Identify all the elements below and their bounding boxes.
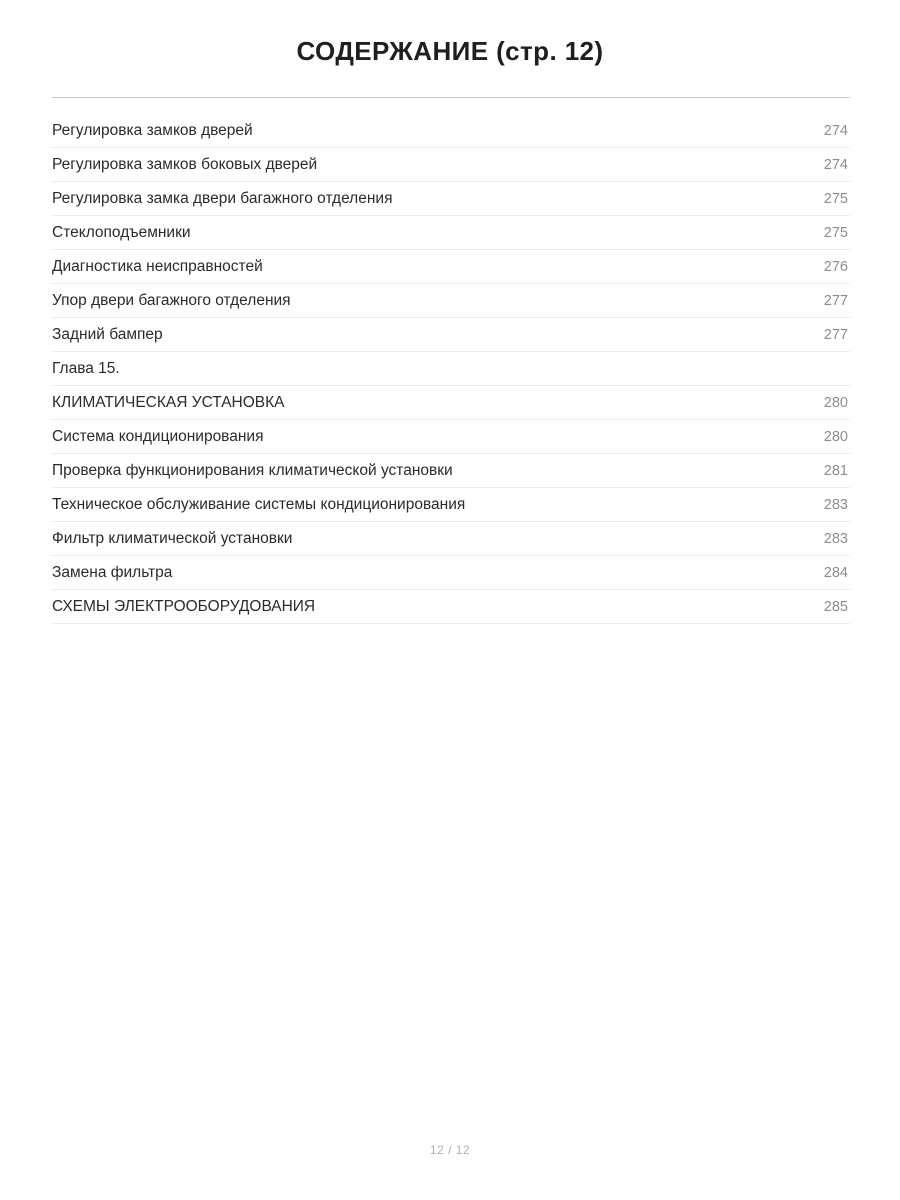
toc-entry-label: Система кондиционирования: [52, 428, 264, 445]
toc-entry-page-number: 274: [823, 157, 848, 173]
toc-entry-page-number: 275: [823, 225, 848, 241]
toc-entry-page-number: 280: [823, 395, 848, 411]
toc-row[interactable]: [52, 318, 850, 352]
toc-row[interactable]: [52, 556, 850, 590]
page-footer: 12 / 12: [429, 1143, 471, 1157]
toc-entry-page-number: 281: [823, 463, 848, 479]
toc-entry-label: Задний бампер: [52, 326, 163, 343]
toc-entry-page-number: 283: [823, 497, 848, 513]
toc-row[interactable]: [52, 352, 850, 386]
toc-entry-label: Техническое обслуживание системы кондиционирования: [52, 496, 466, 513]
toc-entry-label: СХЕМЫ ЭЛЕКТРООБОРУДОВАНИЯ: [52, 598, 316, 615]
toc-entry-label: Проверка функционирования климатической установки: [52, 462, 453, 479]
toc-entry-page-number: 280: [823, 429, 848, 445]
toc-row[interactable]: [52, 488, 850, 522]
toc-entry-page-number: 283: [823, 531, 848, 547]
toc-row[interactable]: [52, 420, 850, 454]
toc-entry-page-number: 284: [823, 565, 848, 581]
toc-row[interactable]: [52, 182, 850, 216]
toc-entry-page-number: 285: [823, 599, 848, 615]
toc-entry-label: Стеклоподъемники: [52, 224, 191, 241]
toc-entry-page-number: 276: [823, 259, 848, 275]
toc-entry-label: Глава 15.: [52, 360, 120, 377]
toc-entry-label: Регулировка замка двери багажного отделения: [52, 190, 393, 207]
toc-row[interactable]: [52, 386, 850, 420]
table-of-contents: [52, 114, 850, 624]
toc-entry-label: Диагностика неисправностей: [52, 258, 263, 275]
title-divider: [52, 97, 850, 98]
toc-entry-label: Регулировка замков боковых дверей: [52, 156, 318, 173]
toc-entry-page-number: 277: [823, 293, 848, 309]
toc-row[interactable]: [52, 284, 850, 318]
toc-entry-label: КЛИМАТИЧЕСКАЯ УСТАНОВКА: [52, 394, 285, 411]
toc-row[interactable]: [52, 590, 850, 624]
toc-entry-label: Замена фильтра: [52, 564, 173, 581]
toc-entry-page-number: 274: [823, 123, 848, 139]
toc-row[interactable]: [52, 454, 850, 488]
toc-entry-label: Упор двери багажного отделения: [52, 292, 291, 309]
toc-entry-page-number: 275: [823, 191, 848, 207]
page-title: СОДЕРЖАНИЕ (стр. 12): [296, 36, 604, 66]
toc-entry-label: Фильтр климатической установки: [52, 530, 293, 547]
toc-entry-page-number: 277: [823, 327, 848, 343]
toc-row[interactable]: [52, 148, 850, 182]
toc-row[interactable]: [52, 114, 850, 148]
toc-row[interactable]: [52, 216, 850, 250]
toc-entry-label: Регулировка замков дверей: [52, 122, 253, 139]
toc-row[interactable]: [52, 250, 850, 284]
toc-row[interactable]: [52, 522, 850, 556]
